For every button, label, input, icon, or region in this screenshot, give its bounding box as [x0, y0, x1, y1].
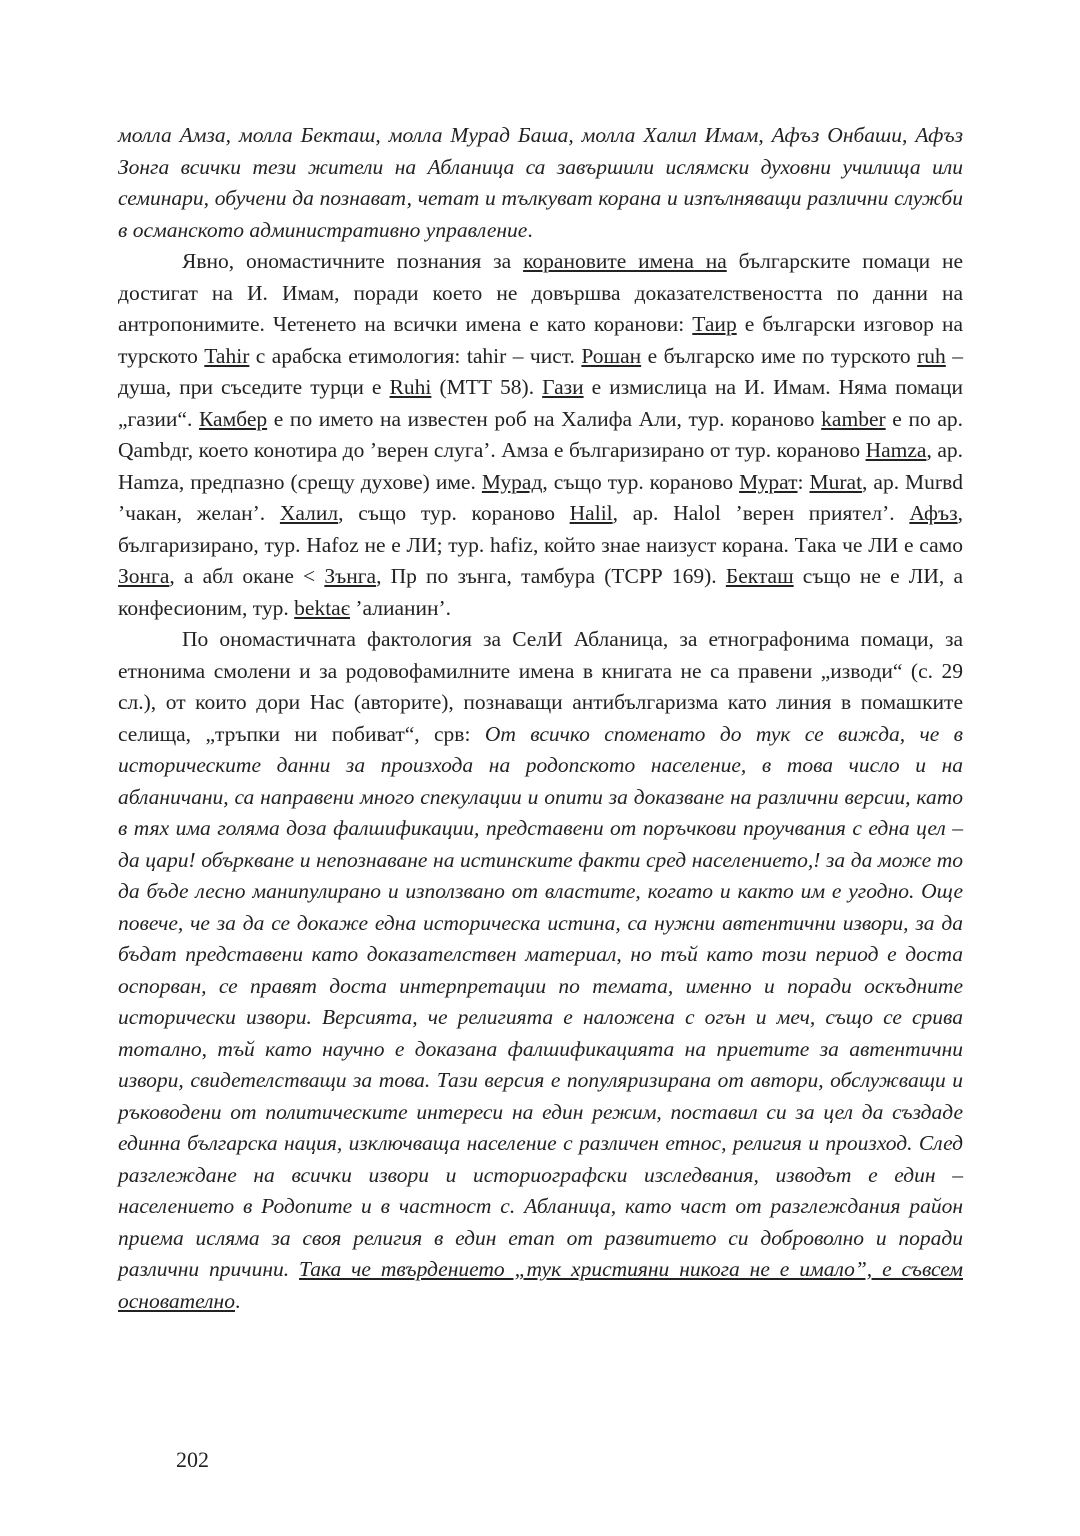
text-segment: : [797, 469, 810, 494]
text-segment: , Пр по зънга, тамбура (ТСРР 169). [376, 564, 726, 588]
text-segment: Явно, ономастичните познания за [182, 249, 524, 273]
text-segment: (МТТ 58). [431, 375, 543, 399]
text-segment: с арабска етимология: tahir – чист. [249, 343, 582, 368]
underlined-term: Murat [809, 469, 863, 494]
page-body [118, 120, 963, 1317]
text-segment: , също тур. кораново [542, 469, 740, 494]
underlined-term: корановите имена на [523, 249, 727, 273]
underlined-term: Halil [569, 501, 613, 525]
text-segment: , също тур. кораново [338, 501, 570, 525]
text-segment: По ономастичната фактология за СелИ Абланица, за етнографонима помаци, за етнонима смолени и за родовофамилните имена в книгата не са правени „изводи“ (с. 29 сл.), от които дори Нас (авторите), познаващи антибългаризма като линия в помашките селища, „тръпки ни побиват“, срв: [118, 627, 963, 746]
text-segment: е измислица на И. Имам. Няма помаци „газии“. [118, 375, 964, 431]
underlined-term: Афъз [909, 501, 958, 525]
text-segment: , ар. Hamza, предпазно (срещу духове) име. [118, 438, 963, 494]
text-segment: е българско име по турското [641, 343, 918, 368]
underlined-term: bektaє [294, 595, 350, 620]
underlined-term: Камбер [198, 406, 268, 431]
text-segment: , ар. Halоl ’верен приятел’. [612, 501, 910, 525]
text-segment: е по името на известен роб на Халифа Али, тур. кораново [267, 406, 822, 431]
paragraph-onomastic-facts [118, 624, 963, 1317]
quote-text: От всичко споменато до тук се вижда, че в историческите данни за произхода на родопското население, в това число и на абланичани, са направени много спекулации и опити за доказване на различни версии, като в тях има голяма доза фалшификации, представени от поръчкови проучвания с една цел – да цари! объркване и непознаване на истинските факти сред населението,! за да може то да бъде лесно манипулирано и използвано от властите, когато и както им е угодно. Още повече, че за да се докаже една историческа истина, са нужни автентични извори, за да бъдат представени като доказателствен материал, но тъй като този период е доста оспорван, се правят доста интерпретации по темата, именно и поради оскъдните исторически извори. Версията, че религията е наложена с огън и меч, също се срива тотално, тъй като научно е доказана фалшификацията на приетите за автентични извори, свидетелстващи за това. Тази версия е популяризирана от автори, обслужващи и ръководени от политическите интереси на един режим, поставил си за цел да създаде единна българска нация, изключваща население с различен етнос, религия и произход. След разглеждане на всички извори и историографски изследвания, изводът е един – населението в Родопите и в частност с. Абланица, като част от разглеждания район приема исляма за своя религия в един етап от развитието си доброволно и поради различни причини. [118, 721, 963, 1281]
text-segment: , българизирано, тур. Hafоz не е ЛИ; тур. hafiz, който знае наизуст корана. Така че ЛИ е само [118, 501, 963, 557]
text-segment: също не е ЛИ, а конфесионим, тур. [118, 564, 963, 620]
underlined-term: ruh [917, 343, 946, 368]
underlined-term: Гази [542, 375, 584, 399]
underlined-term: Рошан [581, 343, 642, 368]
underlined-term: Hamza [865, 438, 927, 462]
underlined-term: Tahir [204, 343, 250, 368]
quote-underlined: Така че твърдението „тук християни никога не е имало”, е съвсем основателно [118, 1257, 963, 1313]
quote-end: . [527, 217, 533, 242]
text-segment: , а абл окане < [169, 564, 325, 588]
text-segment: е по ар. Qambдr, което конотира до ’верен слуга’. Амза е българизирано от тур. кораново [118, 406, 964, 462]
text-segment: – душа, при съседите турци е [118, 343, 963, 399]
underlined-term: Таир [692, 312, 737, 336]
underlined-term: Халил [279, 501, 339, 525]
underlined-term: Мурат [739, 469, 798, 494]
underlined-term: Зонга [118, 564, 170, 588]
paragraph-name-analysis [118, 246, 963, 624]
quote-text: молла Амза, молла Бекташ, молла Мурад Баша, молла Халил Имам, Афъз Онбаши, Афъз Зонга всички тези жители на Абланица са завършили ислямски духовни училища или семинари, обучени да познават, четат и тълкуват корана и изпълняващи различни служби в османското административно управление [118, 123, 963, 242]
page-number: 202 [176, 1447, 209, 1472]
paragraph-quote-continuation [118, 120, 963, 246]
underlined-term: Ruhi [389, 375, 432, 399]
underlined-term: Зънга [324, 564, 377, 588]
text-segment: , ар. Murвd ’чакан, желан’. [118, 469, 963, 525]
underlined-term: Бекташ [725, 564, 794, 588]
text-segment: ’алианин’. [349, 595, 452, 620]
underlined-term: kamber [821, 406, 886, 431]
text-segment: е български изговор на турското [118, 312, 964, 368]
text-segment: българските помаци не достигат на И. Имам, поради което не довършва доказателствеността по данни на антропонимите. Четенето на всички имена е като коранови: [118, 249, 964, 336]
underlined-term: Мурад [481, 469, 543, 494]
quote-end: . [234, 1288, 241, 1313]
